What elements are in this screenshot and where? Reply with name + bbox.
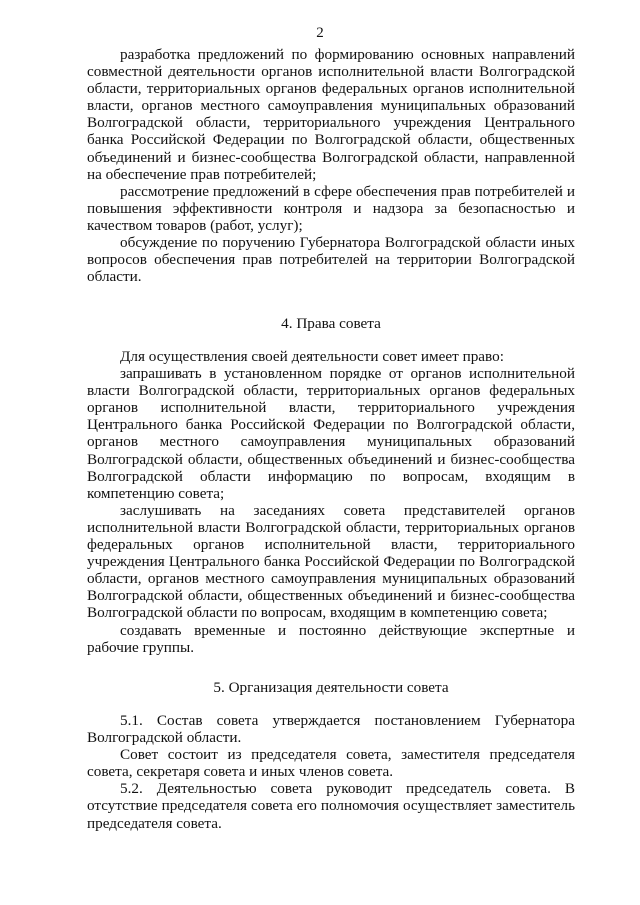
paragraph: разработка предложений по формированию основных направлений совместной деятельности органов исполнительной власти Волгоградской области, территориальных органов федеральных органов исполнительной власти, органов местного самоуправления муниципальных образований Волгоградской области, территориального учреждения Центрального банка Российской Федерации по Волгоградской области, общественных объединений и бизнес-сообщества Волгоградской области, направленной на обеспечение прав потребителей; [87,46,575,183]
section-5-body [87,712,575,832]
paragraph: обсуждение по поручению Губернатора Волгоградской области иных вопросов обеспечения прав потребителей на территории Волгоградской области. [87,234,575,286]
paragraph: создавать временные и постоянно действующие экспертные и рабочие группы. [87,621,575,656]
paragraph: Для осуществления своей деятельности совет имеет право: [120,348,504,365]
paragraph: рассмотрение предложений в сфере обеспечения прав потребителей и повышения эффективности контроля и надзора за безопасностью и качеством товаров (работ, услуг); [87,182,575,234]
section-4-body [87,348,575,656]
paragraph: 5.1. Состав совета утверждается постановлением Губернатора Волгоградской области. [87,712,575,747]
paragraph: запрашивать в установленном порядке от органов исполнительной власти Волгоградской области, территориальных органов федеральных органов исполнительной власти, территориального учреждения Центрального банка Российской Федерации по Волгоградской области, органов местного самоуправления муниципальных образований Волгоградской области, общественных объединений и бизнес-сообщества Волгоградской области информацию по вопросам, входящим в компетенцию совета; [87,365,575,502]
page-number: 2 [316,25,324,41]
section-5-heading: 5. Организация деятельности совета [213,679,449,696]
paragraph: заслушивать на заседаниях совета представителей органов исполнительной власти Волгоградской области, территориальных органов федеральных органов исполнительной власти, территориального учреждения Центрального банка Российской Федерации по Волгоградской области, органов местного самоуправления муниципальных образований Волгоградской области, общественных объединений и бизнес-сообщества Волгоградской области по вопросам, входящим в компетенцию совета; [87,501,575,622]
section-4-heading: 4. Права совета [281,315,381,332]
paragraph: 5.2. Деятельностью совета руководит председатель совета. В отсутствие председателя совета его полномочия осуществляет заместитель председателя совета. [87,780,575,832]
paragraph: Совет состоит из председателя совета, заместителя председателя совета, секретаря совета и иных членов совета. [87,746,575,781]
intro-list [87,46,575,285]
